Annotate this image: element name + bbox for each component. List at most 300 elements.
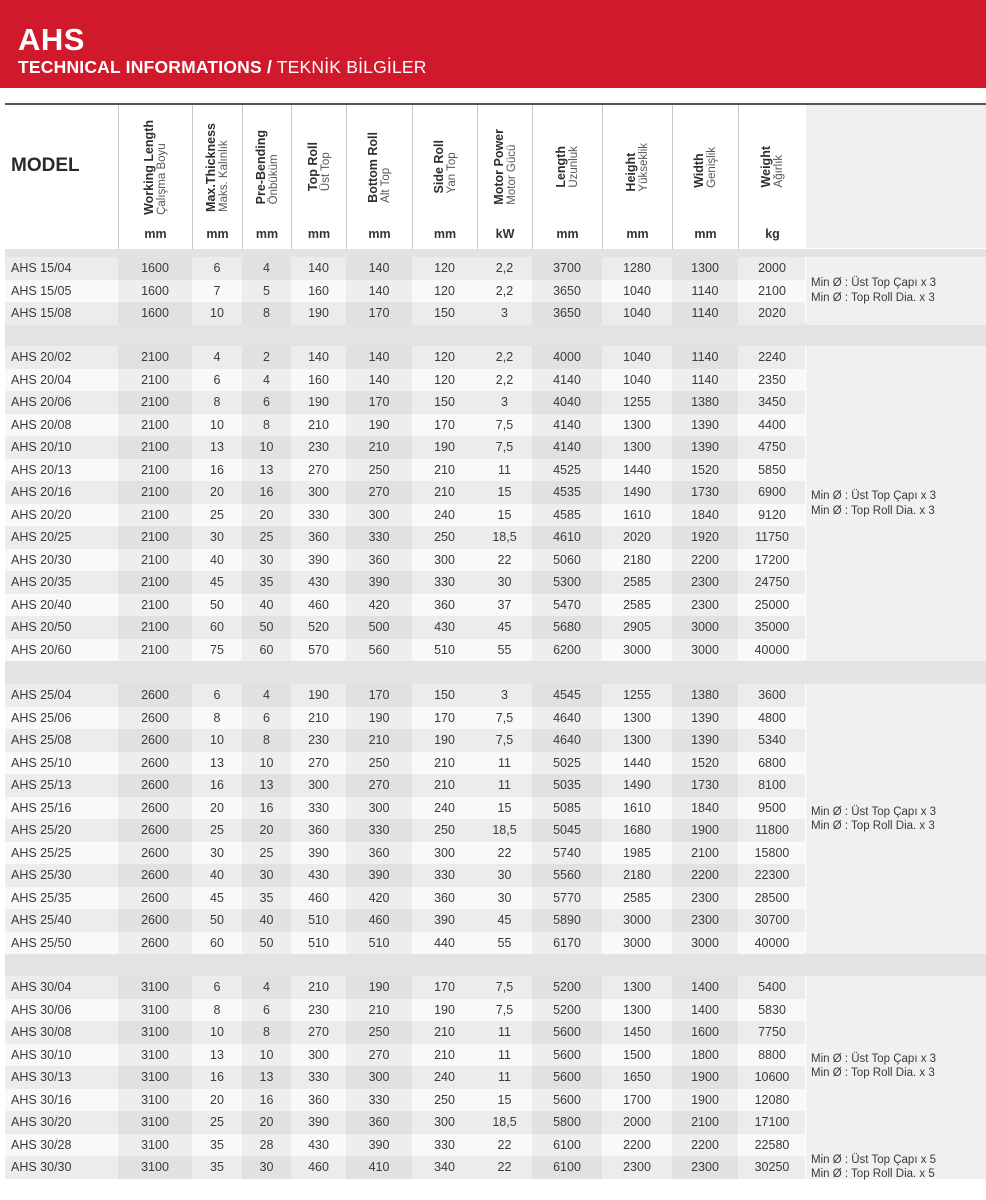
value-cell: 11750 [755,530,789,544]
value-cell: 2020 [758,306,786,320]
value-cell: 15800 [754,845,790,860]
value-cell: 2600 [118,797,192,820]
value-cell: 22 [497,552,512,567]
value-cell: 60 [242,639,291,662]
column-header-label [292,111,346,223]
value-cell: 5400 [758,980,786,994]
table-row [5,842,805,865]
value-cell: 1380 [672,684,738,707]
value-cell: 210 [434,1025,455,1039]
column-header-label [478,111,532,223]
value-cell: 2300 [623,1160,651,1174]
note-line-turkish: Min Ø : Üst Top Çapı x 3 [811,490,937,502]
value-cell: 1600 [672,1021,738,1044]
value-cell: 11 [498,778,511,792]
table-row [5,526,805,549]
model-cell: AHS 25/08 [11,733,72,747]
value-cell: 2100 [118,391,192,414]
min-diameter-note [806,346,986,661]
value-cell: 37 [497,597,512,612]
column-unit: mm [556,227,579,241]
value-cell: 210 [346,436,412,459]
table-row [5,1044,805,1067]
value-cell: 2,2 [495,283,514,298]
value-cell: 430 [434,620,455,634]
value-cell: 170 [346,391,412,414]
model-cell: AHS 20/10 [11,440,72,454]
value-cell: 11 [498,462,511,477]
column-header-label [119,111,192,223]
model-cell: AHS 15/05 [11,283,72,298]
value-cell: 2100 [118,616,192,639]
model-cell: AHS 20/60 [11,642,72,657]
value-cell: 7,5 [495,710,514,725]
value-cell: 6 [213,372,221,387]
value-cell: 2 [242,346,291,369]
value-cell: 330 [308,507,329,522]
value-cell: 15 [497,485,512,499]
value-cell: 1040 [623,372,651,387]
value-cell: 2180 [623,868,651,882]
value-cell: 8 [242,729,291,752]
value-cell: 1300 [623,733,651,747]
value-cell: 2100 [758,283,786,298]
value-cell: 30 [497,868,512,882]
column-unit: mm [626,227,649,241]
value-cell: 4 [242,684,291,707]
value-cell: 1140 [672,302,738,325]
value-cell: 360 [346,549,412,572]
value-cell: 460 [308,597,329,612]
model-cell: AHS 25/04 [11,688,72,702]
model-cell: AHS 20/04 [11,372,72,387]
value-cell: 4 [242,369,291,392]
value-cell: 1700 [623,1092,651,1107]
value-cell: 5085 [532,797,602,820]
value-cell: 6 [242,999,291,1022]
value-cell: 7 [213,283,221,298]
value-cell: 7,5 [495,1002,514,1017]
value-cell: 10 [210,1025,224,1039]
note-line-turkish: Min Ø : Üst Top Çapı x 5 [811,1153,937,1166]
value-cell: 360 [308,1092,329,1107]
value-cell: 8 [213,395,221,409]
value-cell: 390 [346,864,412,887]
value-cell: 8800 [758,1047,786,1062]
table-row [5,414,805,437]
value-cell: 10 [210,733,224,747]
value-cell: 18,5 [492,530,517,544]
value-cell: 190 [346,414,412,437]
value-cell: 25 [210,507,224,522]
value-cell: 8 [242,1021,291,1044]
value-cell: 2200 [672,1134,738,1157]
value-cell: 6200 [532,639,602,662]
value-cell: 4 [213,350,221,364]
table-row [5,1089,805,1112]
value-cell: 210 [308,980,329,994]
subtitle-turkish: TEKNİK BİLGİLER [276,57,427,77]
value-cell: 3100 [118,1111,192,1134]
value-cell: 430 [308,1137,329,1152]
value-cell: 1390 [672,436,738,459]
value-cell: 2100 [118,571,192,594]
value-cell: 6 [242,391,291,414]
value-cell: 6800 [758,755,786,770]
value-cell: 40 [210,552,224,567]
value-cell: 4525 [532,459,602,482]
value-cell: 250 [346,1021,412,1044]
value-cell: 360 [308,530,329,544]
page-subtitle [18,57,427,77]
model-header-label: MODEL [11,155,80,176]
table-row [5,481,805,504]
value-cell: 1840 [672,504,738,527]
value-cell: 390 [346,1134,412,1157]
value-cell: 4 [242,257,291,280]
value-cell: 420 [346,594,412,617]
value-cell: 1255 [623,688,651,702]
value-cell: 30 [497,575,512,589]
value-cell: 1600 [118,257,192,280]
group-separator [5,249,986,257]
column-unit: mm [307,227,331,241]
value-cell: 120 [434,261,455,275]
column-header-english: Motor Power [491,129,506,205]
value-cell: 16 [242,481,291,504]
value-cell: 2600 [118,864,192,887]
model-cell: AHS 20/35 [11,575,72,589]
value-cell: 1390 [672,707,738,730]
value-cell: 2100 [118,346,192,369]
value-cell: 1300 [623,980,651,994]
value-cell: 2585 [623,597,651,612]
model-cell: AHS 25/16 [11,800,72,815]
value-cell: 190 [346,976,412,999]
column-header-english: Side Roll [431,140,446,194]
column-header [192,105,242,255]
model-cell: AHS 25/13 [11,778,72,792]
value-cell: 5045 [532,819,602,842]
value-cell: 1040 [623,283,651,298]
value-cell: 20 [210,1092,224,1107]
value-cell: 500 [346,616,412,639]
value-cell: 28 [242,1134,291,1157]
value-cell: 40000 [754,935,790,950]
value-cell: 30 [242,1156,291,1179]
value-cell: 2600 [118,819,192,842]
value-cell: 1730 [672,774,738,797]
value-cell: 1040 [623,306,651,320]
value-cell: 460 [346,909,412,932]
model-cell: AHS 15/08 [11,306,72,320]
value-cell: 1900 [672,1089,738,1112]
value-cell: 2300 [672,571,738,594]
value-cell: 4545 [532,684,602,707]
value-cell: 4140 [532,369,602,392]
value-cell: 4140 [532,436,602,459]
value-cell: 250 [434,530,455,544]
value-cell: 390 [434,913,455,927]
value-cell: 360 [346,1111,412,1134]
value-cell: 330 [308,1070,329,1084]
value-cell: 5600 [532,1021,602,1044]
value-cell: 35 [242,571,291,594]
value-cell: 30 [497,890,512,905]
model-cell: AHS 25/20 [11,823,72,837]
value-cell: 4750 [758,440,786,454]
value-cell: 1900 [672,1066,738,1089]
value-cell: 3650 [532,302,602,325]
model-cell: AHS 15/04 [11,261,72,275]
column-header-turkish: Alt Top [380,167,392,203]
value-cell: 1390 [672,414,738,437]
value-cell: 3100 [118,999,192,1022]
column-unit: mm [433,227,457,241]
value-cell: 1300 [623,417,651,432]
value-cell: 2100 [118,594,192,617]
value-cell: 5200 [532,976,602,999]
value-cell: 3 [501,688,508,702]
value-cell: 190 [434,1002,455,1017]
value-cell: 300 [346,504,412,527]
column-header [242,105,291,255]
value-cell: 360 [434,597,455,612]
value-cell: 170 [346,684,412,707]
table-row [5,391,805,414]
table-row [5,932,805,955]
value-cell: 8 [242,414,291,437]
note-line-english: Min Ø : Top Roll Dia. x 5 [811,1168,935,1181]
value-cell: 25000 [754,597,790,612]
column-header-turkish: Maks. Kalınlık [218,139,230,212]
column-header-turkish: Çalışma Boyu [156,142,168,215]
value-cell: 2600 [118,842,192,865]
value-cell: 150 [434,688,455,702]
value-cell: 1140 [672,280,738,303]
value-cell: 2100 [118,459,192,482]
value-cell: 16 [210,1070,224,1084]
value-cell: 5 [242,280,291,303]
value-cell: 40 [210,868,224,882]
model-cell: AHS 30/10 [11,1047,72,1062]
column-header-turkish: Üst Top [319,152,332,192]
value-cell: 2100 [118,436,192,459]
value-cell: 1610 [623,507,651,522]
value-cell: 20 [210,800,224,815]
value-cell: 4640 [532,729,602,752]
value-cell: 10 [242,436,291,459]
value-cell: 120 [434,350,455,364]
value-cell: 2100 [118,526,192,549]
value-cell: 300 [434,1115,455,1129]
value-cell: 13 [210,755,224,770]
value-cell: 1500 [623,1047,651,1062]
value-cell: 140 [346,280,412,303]
model-cell: AHS 30/06 [11,1002,72,1017]
table-row [5,459,805,482]
value-cell: 120 [434,283,455,298]
table-row [5,1111,805,1134]
model-cell: AHS 20/25 [11,530,72,544]
value-cell: 3700 [532,257,602,280]
column-header [118,105,192,255]
table-row [5,1156,805,1179]
value-cell: 35000 [754,620,790,634]
value-cell: 50 [210,597,224,612]
value-cell: 300 [308,485,329,499]
value-cell: 13 [242,1066,291,1089]
value-cell: 2600 [118,684,192,707]
value-cell: 8 [213,1002,221,1017]
value-cell: 5600 [532,1044,602,1067]
value-cell: 430 [308,868,329,882]
min-diameter-note [806,1153,986,1181]
value-cell: 5680 [532,616,602,639]
value-cell: 460 [308,1160,329,1174]
value-cell: 140 [346,369,412,392]
value-cell: 7,5 [495,980,514,994]
column-header-english: Working Length [142,119,156,215]
value-cell: 390 [346,571,412,594]
value-cell: 4040 [532,391,602,414]
value-cell: 45 [210,575,224,589]
value-cell: 170 [434,710,455,725]
value-cell: 2585 [623,575,651,589]
value-cell: 45 [210,890,224,905]
column-header [672,105,738,255]
value-cell: 2300 [672,594,738,617]
value-cell: 5770 [532,887,602,910]
model-cell: AHS 25/30 [11,868,72,882]
value-cell: 150 [434,395,455,409]
header-notes-area [806,105,986,248]
value-cell: 190 [308,306,329,320]
column-unit: mm [144,227,167,241]
model-cell: AHS 30/04 [11,980,72,994]
value-cell: 2100 [118,504,192,527]
column-header-english: Pre-Bending [253,129,268,205]
value-cell: 300 [308,1047,329,1062]
model-cell: AHS 20/16 [11,485,72,499]
value-cell: 1490 [623,778,651,792]
value-cell: 2200 [623,1137,651,1152]
subtitle-english: TECHNICAL INFORMATIONS / [18,57,273,77]
value-cell: 1840 [672,797,738,820]
table-row [5,594,805,617]
value-cell: 5560 [532,864,602,887]
column-header-english: Weight [759,146,773,188]
table-row [5,707,805,730]
value-cell: 5850 [758,462,786,477]
model-cell: AHS 20/50 [11,620,72,634]
value-cell: 2,2 [495,261,514,275]
value-cell: 2905 [623,620,651,634]
value-cell: 1600 [118,302,192,325]
value-cell: 2100 [118,549,192,572]
value-cell: 410 [346,1156,412,1179]
value-cell: 20 [242,1111,291,1134]
value-cell: 5060 [532,549,602,572]
value-cell: 330 [434,1137,455,1152]
value-cell: 2000 [623,1115,651,1129]
value-cell: 1255 [623,395,651,409]
value-cell: 420 [346,887,412,910]
min-diameter-note [806,684,986,954]
note-line-english: Min Ø : Top Roll Dia. x 3 [811,820,935,832]
value-cell: 120 [434,372,455,387]
value-cell: 2100 [118,639,192,662]
value-cell: 3 [501,395,508,409]
value-cell: 5830 [758,1002,786,1017]
table-row [5,280,805,303]
value-cell: 210 [434,1047,455,1062]
value-cell: 13 [210,1047,224,1062]
value-cell: 50 [242,616,291,639]
table-row [5,909,805,932]
value-cell: 190 [308,688,329,702]
value-cell: 22 [497,845,512,860]
value-cell: 15 [497,1092,512,1107]
value-cell: 2600 [118,932,192,955]
model-cell: AHS 20/40 [11,597,72,612]
table-row [5,369,805,392]
value-cell: 210 [434,485,455,499]
note-line-turkish: Min Ø : Üst Top Çapı x 3 [811,805,937,818]
value-cell: 520 [308,620,329,634]
value-cell: 390 [308,1115,329,1129]
column-header-label [533,111,602,223]
value-cell: 2100 [672,1111,738,1134]
value-cell: 390 [308,552,329,567]
title-banner [0,0,986,88]
group-separator [5,660,986,684]
value-cell: 4800 [758,710,786,725]
value-cell: 210 [308,710,329,725]
value-cell: 1610 [623,800,651,815]
value-cell: 300 [346,1066,412,1089]
value-cell: 390 [308,845,329,860]
table-row [5,302,805,325]
value-cell: 2200 [672,864,738,887]
value-cell: 170 [434,417,455,432]
column-header-turkish: Yükseklik [638,142,650,192]
value-cell: 2300 [672,909,738,932]
value-cell: 330 [434,868,455,882]
value-cell: 1730 [672,481,738,504]
value-cell: 9500 [758,800,786,815]
table-row [5,616,805,639]
value-cell: 170 [434,980,455,994]
value-cell: 250 [346,752,412,775]
value-cell: 3100 [118,1156,192,1179]
value-cell: 1450 [623,1025,651,1039]
value-cell: 2100 [672,842,738,865]
value-cell: 2180 [623,552,651,567]
value-cell: 15 [497,507,512,522]
value-cell: 16 [242,797,291,820]
value-cell: 240 [434,1070,455,1084]
model-cell: AHS 20/30 [11,552,72,567]
value-cell: 250 [434,1092,455,1107]
value-cell: 22 [497,1137,512,1152]
value-cell: 3600 [758,688,786,702]
value-cell: 430 [308,575,329,589]
value-cell: 240 [434,507,455,522]
value-cell: 2020 [623,530,651,544]
value-cell: 11 [498,755,511,770]
column-header-turkish: Motor Gücü [505,144,518,205]
